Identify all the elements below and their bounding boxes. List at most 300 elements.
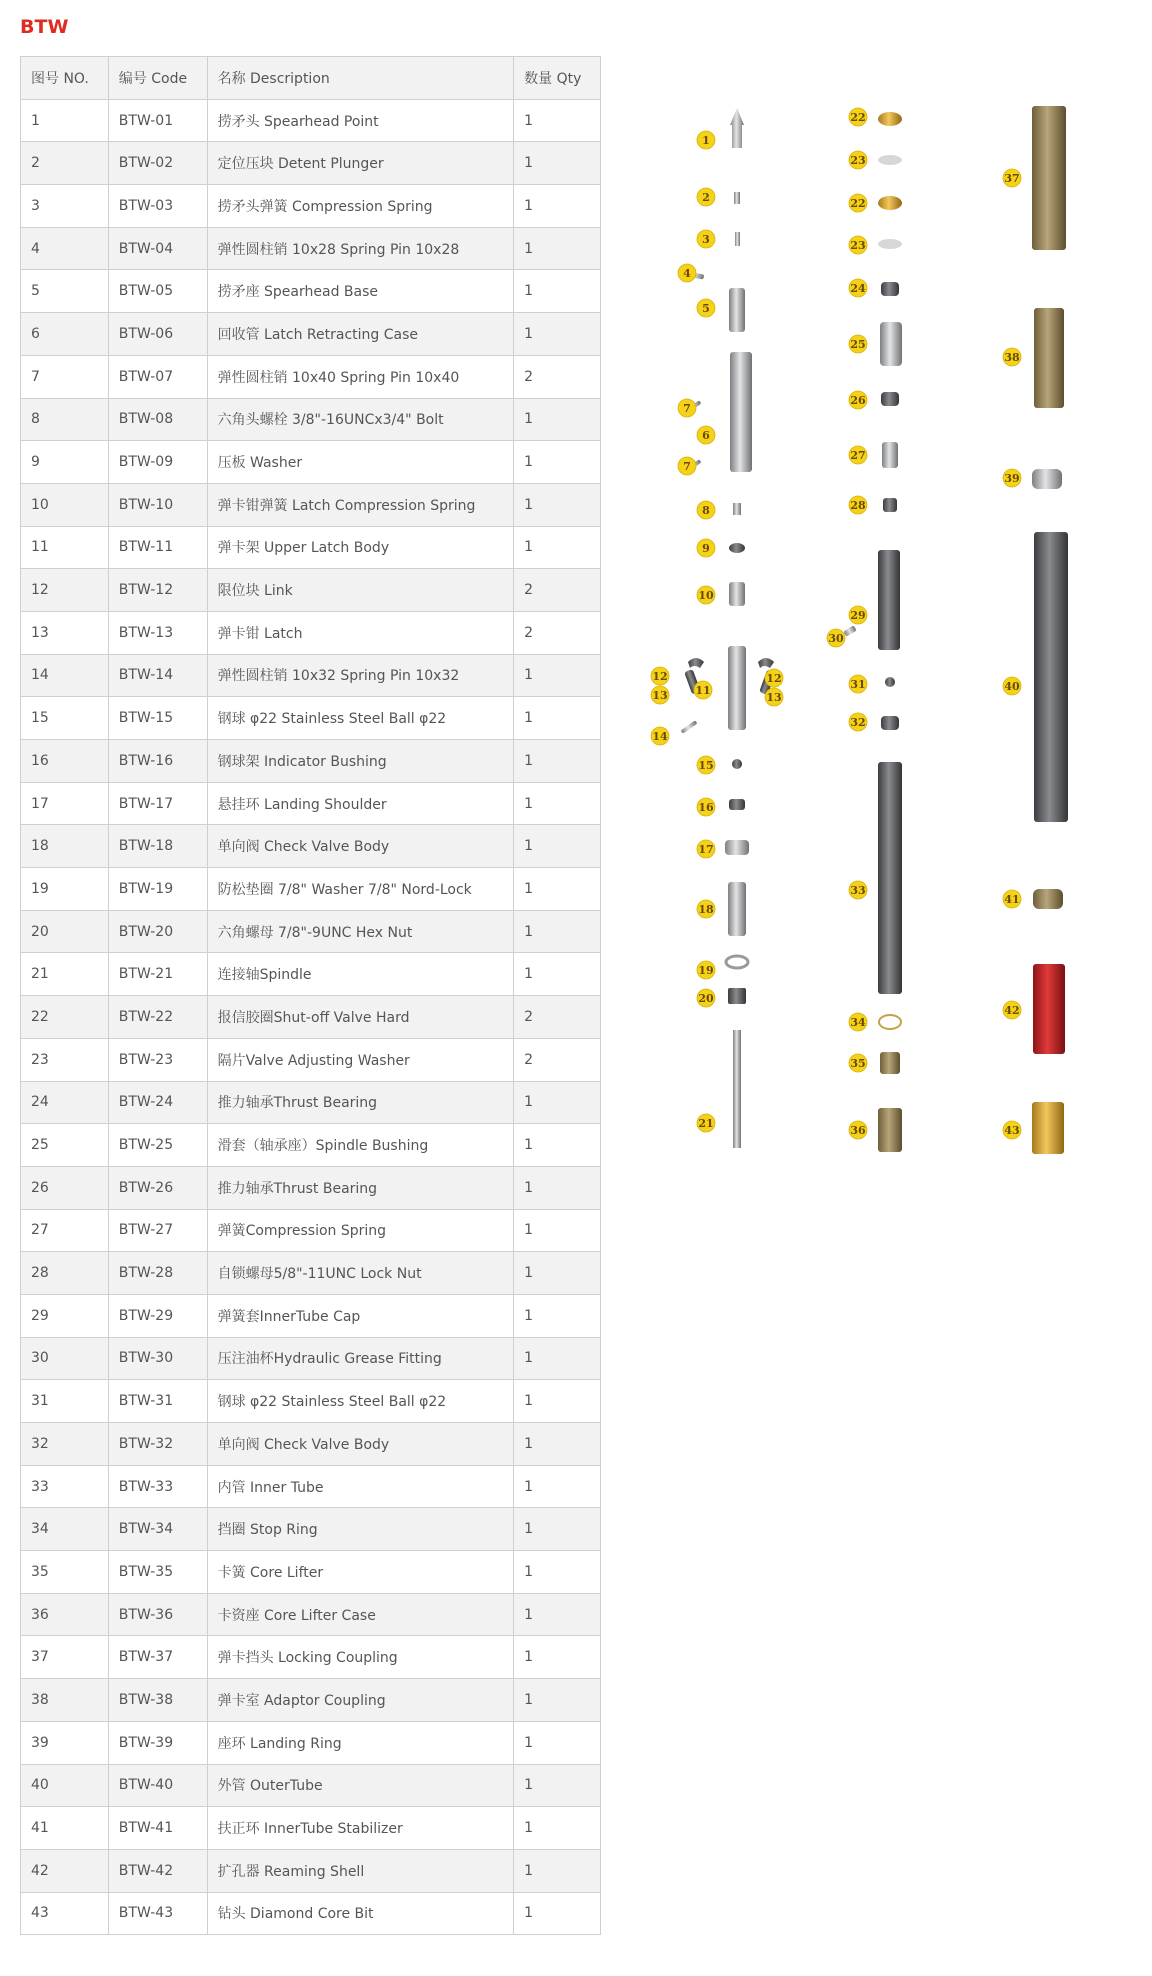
callout-number: 30 (828, 632, 844, 645)
callout-badge (697, 539, 715, 557)
cell-qty: 2 (514, 1038, 601, 1081)
cell-no: 29 (21, 1294, 109, 1337)
table-row (21, 441, 601, 484)
cell-qty: 2 (514, 569, 601, 612)
cell-code: BTW-39 (108, 1721, 207, 1764)
inner-tube-part (878, 762, 902, 994)
cell-code: BTW-41 (108, 1807, 207, 1850)
cell-description: 弹簧套InnerTube Cap (207, 1294, 514, 1337)
cell-qty: 1 (514, 1636, 601, 1679)
cell-description: 卡簧 Core Lifter (207, 1551, 514, 1594)
callout-number: 34 (850, 1016, 866, 1029)
cell-no: 25 (21, 1124, 109, 1167)
cell-description: 悬挂环 Landing Shoulder (207, 782, 514, 825)
cell-no: 2 (21, 142, 109, 185)
table-row (21, 782, 601, 825)
table-row (21, 1337, 601, 1380)
table-row (21, 313, 601, 356)
callout-badge (849, 194, 867, 212)
callout-number: 5 (702, 302, 710, 315)
cell-code: BTW-24 (108, 1081, 207, 1124)
link-part (758, 658, 774, 668)
spindle-part (733, 1030, 741, 1148)
shut-off-valve-part (878, 196, 902, 210)
callout-number: 21 (698, 1117, 714, 1130)
table-row (21, 910, 601, 953)
cell-description: 捞矛头弹簧 Compression Spring (207, 185, 514, 228)
callout-number: 42 (1004, 1004, 1020, 1017)
callout-badge (849, 881, 867, 899)
callout-badge (697, 798, 715, 816)
cell-code: BTW-19 (108, 868, 207, 911)
cell-no: 32 (21, 1423, 109, 1466)
header-description: 名称 Description (207, 57, 514, 100)
part-shapes-column-2 (843, 112, 902, 1152)
callout-badge (849, 151, 867, 169)
table-row (21, 270, 601, 313)
callout-number: 25 (850, 338, 866, 351)
cell-code: BTW-16 (108, 740, 207, 783)
table-row (21, 654, 601, 697)
table-row (21, 953, 601, 996)
cell-code: BTW-42 (108, 1849, 207, 1892)
cell-code: BTW-37 (108, 1636, 207, 1679)
cell-code: BTW-27 (108, 1209, 207, 1252)
cell-code: BTW-04 (108, 227, 207, 270)
cell-qty: 1 (514, 1337, 601, 1380)
table-row (21, 868, 601, 911)
cell-no: 41 (21, 1807, 109, 1850)
cell-description: 钢球 φ22 Stainless Steel Ball φ22 (207, 1380, 514, 1423)
cell-code: BTW-18 (108, 825, 207, 868)
cell-code: BTW-30 (108, 1337, 207, 1380)
cell-code: BTW-28 (108, 1252, 207, 1295)
callout-badge (849, 1121, 867, 1139)
cell-no: 9 (21, 441, 109, 484)
cell-code: BTW-33 (108, 1465, 207, 1508)
cell-description: 压板 Washer (207, 441, 514, 484)
cell-no: 34 (21, 1508, 109, 1551)
callout-badge (849, 1054, 867, 1072)
callout-number: 22 (850, 111, 866, 124)
table-row (21, 1721, 601, 1764)
callout-badge (1003, 169, 1021, 187)
cell-no: 42 (21, 1849, 109, 1892)
cell-no: 35 (21, 1551, 109, 1594)
cell-qty: 1 (514, 1807, 601, 1850)
cell-description: 防松垫圈 7/8" Washer 7/8" Nord-Lock (207, 868, 514, 911)
callout-number: 40 (1004, 680, 1020, 693)
cell-no: 11 (21, 526, 109, 569)
cell-code: BTW-10 (108, 483, 207, 526)
cell-qty: 1 (514, 1209, 601, 1252)
cell-qty: 1 (514, 1593, 601, 1636)
cell-no: 36 (21, 1593, 109, 1636)
cell-code: BTW-09 (108, 441, 207, 484)
locking-coupling-part (1032, 106, 1066, 250)
callout-badge (827, 629, 845, 647)
callout-badge (697, 230, 715, 248)
exploded-parts-diagram (640, 90, 1100, 1190)
cell-description: 捞矛座 Spearhead Base (207, 270, 514, 313)
cell-code: BTW-29 (108, 1294, 207, 1337)
cell-code: BTW-43 (108, 1892, 207, 1935)
cell-code: BTW-14 (108, 654, 207, 697)
landing-shoulder-part (725, 840, 749, 855)
callout-number: 37 (1004, 172, 1020, 185)
outer-tube-part (1034, 532, 1068, 822)
reaming-shell-part (1033, 964, 1065, 1054)
cell-description: 单向阀 Check Valve Body (207, 825, 514, 868)
bolt-part (733, 503, 741, 515)
callout-badge (697, 299, 715, 317)
innertube-cap-part (878, 550, 900, 650)
callout-number: 33 (850, 884, 866, 897)
table-row (21, 1636, 601, 1679)
callout-badge (1003, 1121, 1021, 1139)
cell-qty: 2 (514, 355, 601, 398)
header-qty: 数量 Qty (514, 57, 601, 100)
callout-badge (849, 606, 867, 624)
table-row (21, 185, 601, 228)
cell-code: BTW-38 (108, 1679, 207, 1722)
cell-qty: 1 (514, 1081, 601, 1124)
cell-code: BTW-08 (108, 398, 207, 441)
cell-qty: 1 (514, 1679, 601, 1722)
callout-number: 38 (1004, 351, 1020, 364)
callout-badge (849, 713, 867, 731)
cell-qty: 1 (514, 1721, 601, 1764)
stop-ring-part (879, 1015, 901, 1029)
cell-qty: 1 (514, 1465, 601, 1508)
cell-qty: 1 (514, 441, 601, 484)
callout-badge (697, 586, 715, 604)
compression-spring-part (882, 442, 898, 468)
cell-no: 37 (21, 1636, 109, 1679)
table-row (21, 398, 601, 441)
callout-number: 9 (702, 542, 710, 555)
callout-badge (1003, 348, 1021, 366)
cell-qty: 1 (514, 1252, 601, 1295)
cell-code: BTW-22 (108, 996, 207, 1039)
cell-description: 弹卡室 Adaptor Coupling (207, 1679, 514, 1722)
compression-spring-part (735, 232, 740, 246)
spearhead-base-part (729, 288, 745, 332)
table-row (21, 483, 601, 526)
cell-qty: 1 (514, 1508, 601, 1551)
latch-retracting-case-part (730, 352, 752, 472)
callout-badge (697, 188, 715, 206)
table-row (21, 142, 601, 185)
cell-description: 隔片Valve Adjusting Washer (207, 1038, 514, 1081)
cell-description: 定位压块 Detent Plunger (207, 142, 514, 185)
part-shapes-column-3 (1032, 106, 1068, 1154)
cell-description: 弹性圆柱销 10x40 Spring Pin 10x40 (207, 355, 514, 398)
cell-description: 弹卡架 Upper Latch Body (207, 526, 514, 569)
callout-number: 23 (850, 154, 866, 167)
cell-qty: 1 (514, 398, 601, 441)
adjusting-washer-part (878, 155, 902, 165)
callout-number: 35 (850, 1057, 866, 1070)
callout-badge (849, 335, 867, 353)
callout-number: 18 (698, 903, 714, 916)
callout-badge (697, 501, 715, 519)
core-lifter-part (880, 1052, 900, 1074)
callout-badge (765, 669, 783, 687)
page-title: BTW (20, 16, 69, 38)
cell-description: 连接轴Spindle (207, 953, 514, 996)
callout-badge (1003, 677, 1021, 695)
nord-lock-washer-part (726, 956, 748, 968)
cell-code: BTW-02 (108, 142, 207, 185)
table-row (21, 1166, 601, 1209)
cell-no: 5 (21, 270, 109, 313)
table-header-row (21, 57, 601, 100)
cell-code: BTW-34 (108, 1508, 207, 1551)
table-row (21, 1423, 601, 1466)
callout-number: 43 (1004, 1124, 1020, 1137)
adjusting-washer-part (878, 239, 902, 249)
callout-badge (697, 989, 715, 1007)
cell-description: 六角头螺栓 3/8"-16UNCx3/4" Bolt (207, 398, 514, 441)
cell-no: 24 (21, 1081, 109, 1124)
cell-description: 钢球 φ22 Stainless Steel Ball φ22 (207, 697, 514, 740)
innertube-stabilizer-part (1033, 889, 1063, 909)
cell-code: BTW-17 (108, 782, 207, 825)
cell-code: BTW-35 (108, 1551, 207, 1594)
callout-number: 31 (850, 678, 866, 691)
cell-qty: 1 (514, 1423, 601, 1466)
callout-badge (678, 457, 696, 475)
cell-code: BTW-11 (108, 526, 207, 569)
cell-no: 7 (21, 355, 109, 398)
cell-description: 限位块 Link (207, 569, 514, 612)
cell-qty: 1 (514, 1380, 601, 1423)
callout-number: 29 (850, 609, 866, 622)
cell-no: 16 (21, 740, 109, 783)
steel-ball-part (732, 759, 742, 769)
cell-code: BTW-40 (108, 1764, 207, 1807)
callout-badge (1003, 890, 1021, 908)
table-row (21, 1764, 601, 1807)
cell-no: 43 (21, 1892, 109, 1935)
callout-badges (651, 108, 1021, 1139)
cell-code: BTW-03 (108, 185, 207, 228)
cell-code: BTW-25 (108, 1124, 207, 1167)
table-row (21, 99, 601, 142)
cell-description: 单向阀 Check Valve Body (207, 1423, 514, 1466)
cell-qty: 1 (514, 1849, 601, 1892)
table-row (21, 1081, 601, 1124)
cell-no: 28 (21, 1252, 109, 1295)
cell-code: BTW-06 (108, 313, 207, 356)
cell-description: 弹性圆柱销 10x28 Spring Pin 10x28 (207, 227, 514, 270)
cell-no: 33 (21, 1465, 109, 1508)
cell-qty: 1 (514, 740, 601, 783)
table-row (21, 611, 601, 654)
table-row (21, 996, 601, 1039)
cell-qty: 1 (514, 1294, 601, 1337)
cell-no: 8 (21, 398, 109, 441)
cell-code: BTW-15 (108, 697, 207, 740)
cell-description: 扩孔器 Reaming Shell (207, 1849, 514, 1892)
callout-number: 22 (850, 197, 866, 210)
shut-off-valve-part (878, 112, 902, 126)
callout-badge (1003, 1001, 1021, 1019)
cell-qty: 1 (514, 910, 601, 953)
callout-number: 16 (698, 801, 714, 814)
callout-badge (849, 1013, 867, 1031)
cell-no: 40 (21, 1764, 109, 1807)
cell-qty: 1 (514, 1551, 601, 1594)
part-shapes-column-1 (680, 108, 775, 1148)
cell-code: BTW-31 (108, 1380, 207, 1423)
table-row (21, 740, 601, 783)
table-row (21, 1807, 601, 1850)
thrust-bearing-part (881, 392, 899, 406)
grease-fitting-part (843, 625, 856, 636)
table-row (21, 1465, 601, 1508)
callout-number: 12 (766, 672, 782, 685)
cell-no: 15 (21, 697, 109, 740)
table-row (21, 1849, 601, 1892)
cell-description: 弹簧Compression Spring (207, 1209, 514, 1252)
cell-qty: 1 (514, 1166, 601, 1209)
callout-number: 3 (702, 233, 710, 246)
callout-badge (849, 496, 867, 514)
cell-description: 外管 OuterTube (207, 1764, 514, 1807)
callout-number: 23 (850, 239, 866, 252)
detent-plunger-part (734, 192, 740, 204)
cell-code: BTW-26 (108, 1166, 207, 1209)
callout-number: 2 (702, 191, 710, 204)
cell-code: BTW-01 (108, 99, 207, 142)
header-no: 图号 NO. (21, 57, 109, 100)
cell-description: 压注油杯Hydraulic Grease Fitting (207, 1337, 514, 1380)
cell-qty: 1 (514, 227, 601, 270)
cell-description: 六角螺母 7/8"-9UNC Hex Nut (207, 910, 514, 953)
callout-number: 8 (702, 504, 710, 517)
cell-qty: 1 (514, 782, 601, 825)
cell-code: BTW-05 (108, 270, 207, 313)
cell-no: 23 (21, 1038, 109, 1081)
cell-qty: 1 (514, 697, 601, 740)
callout-number: 17 (698, 843, 714, 856)
callout-number: 1 (702, 134, 710, 147)
cell-no: 26 (21, 1166, 109, 1209)
callout-number: 27 (850, 449, 866, 462)
cell-qty: 1 (514, 1764, 601, 1807)
cell-no: 12 (21, 569, 109, 612)
cell-qty: 1 (514, 99, 601, 142)
cell-no: 27 (21, 1209, 109, 1252)
callout-badge (765, 688, 783, 706)
cell-description: 弹卡钳 Latch (207, 611, 514, 654)
cell-description: 扶正环 InnerTube Stabilizer (207, 1807, 514, 1850)
callout-badge (697, 1114, 715, 1132)
cell-description: 座环 Landing Ring (207, 1721, 514, 1764)
adaptor-coupling-part (1034, 308, 1064, 408)
cell-no: 3 (21, 185, 109, 228)
cell-no: 31 (21, 1380, 109, 1423)
callout-badge (697, 426, 715, 444)
cell-description: 滑套（轴承座）Spindle Bushing (207, 1124, 514, 1167)
cell-code: BTW-07 (108, 355, 207, 398)
cell-qty: 1 (514, 313, 601, 356)
callout-number: 41 (1004, 893, 1020, 906)
callout-badge (697, 840, 715, 858)
cell-qty: 1 (514, 185, 601, 228)
cell-description: 弹卡挡头 Locking Coupling (207, 1636, 514, 1679)
cell-description: 推力轴承Thrust Bearing (207, 1166, 514, 1209)
parts-table (20, 56, 601, 1935)
callout-number: 32 (850, 716, 866, 729)
check-valve-body-part (881, 716, 899, 730)
cell-description: 回收管 Latch Retracting Case (207, 313, 514, 356)
callout-badge (678, 399, 696, 417)
callout-number: 28 (850, 499, 866, 512)
cell-qty: 1 (514, 270, 601, 313)
cell-description: 推力轴承Thrust Bearing (207, 1081, 514, 1124)
cell-no: 38 (21, 1679, 109, 1722)
core-lifter-case-part (878, 1108, 902, 1152)
spearhead-point-part (730, 108, 744, 148)
callout-number: 36 (850, 1124, 866, 1137)
cell-no: 4 (21, 227, 109, 270)
cell-code: BTW-12 (108, 569, 207, 612)
upper-latch-body-part (728, 646, 746, 730)
table-row (21, 526, 601, 569)
spindle-bushing-part (880, 322, 902, 366)
table-row (21, 1679, 601, 1722)
callout-badge (849, 446, 867, 464)
table-row (21, 697, 601, 740)
cell-description: 自锁螺母5/8"-11UNC Lock Nut (207, 1252, 514, 1295)
cell-code: BTW-20 (108, 910, 207, 953)
callout-badge (849, 391, 867, 409)
check-valve-body-part (728, 882, 746, 936)
cell-qty: 1 (514, 483, 601, 526)
callout-badge (697, 961, 715, 979)
cell-qty: 1 (514, 953, 601, 996)
callout-number: 7 (683, 402, 691, 415)
cell-no: 17 (21, 782, 109, 825)
cell-code: BTW-32 (108, 1423, 207, 1466)
cell-no: 22 (21, 996, 109, 1039)
table-row (21, 1593, 601, 1636)
callout-badge (694, 681, 712, 699)
cell-code: BTW-23 (108, 1038, 207, 1081)
cell-code: BTW-13 (108, 611, 207, 654)
callout-number: 10 (698, 589, 714, 602)
landing-ring-part (1032, 469, 1062, 489)
cell-qty: 1 (514, 1124, 601, 1167)
callout-badge (678, 264, 696, 282)
callout-number: 20 (698, 992, 714, 1005)
cell-description: 捞矛头 Spearhead Point (207, 99, 514, 142)
washer-part (729, 543, 745, 553)
cell-no: 30 (21, 1337, 109, 1380)
callout-badge (651, 727, 669, 745)
cell-description: 弹卡钳弹簧 Latch Compression Spring (207, 483, 514, 526)
callout-badge (849, 108, 867, 126)
cell-description: 挡圈 Stop Ring (207, 1508, 514, 1551)
hex-nut-part (728, 988, 746, 1004)
callout-number: 15 (698, 759, 714, 772)
cell-qty: 1 (514, 142, 601, 185)
callout-badge (697, 131, 715, 149)
cell-no: 13 (21, 611, 109, 654)
